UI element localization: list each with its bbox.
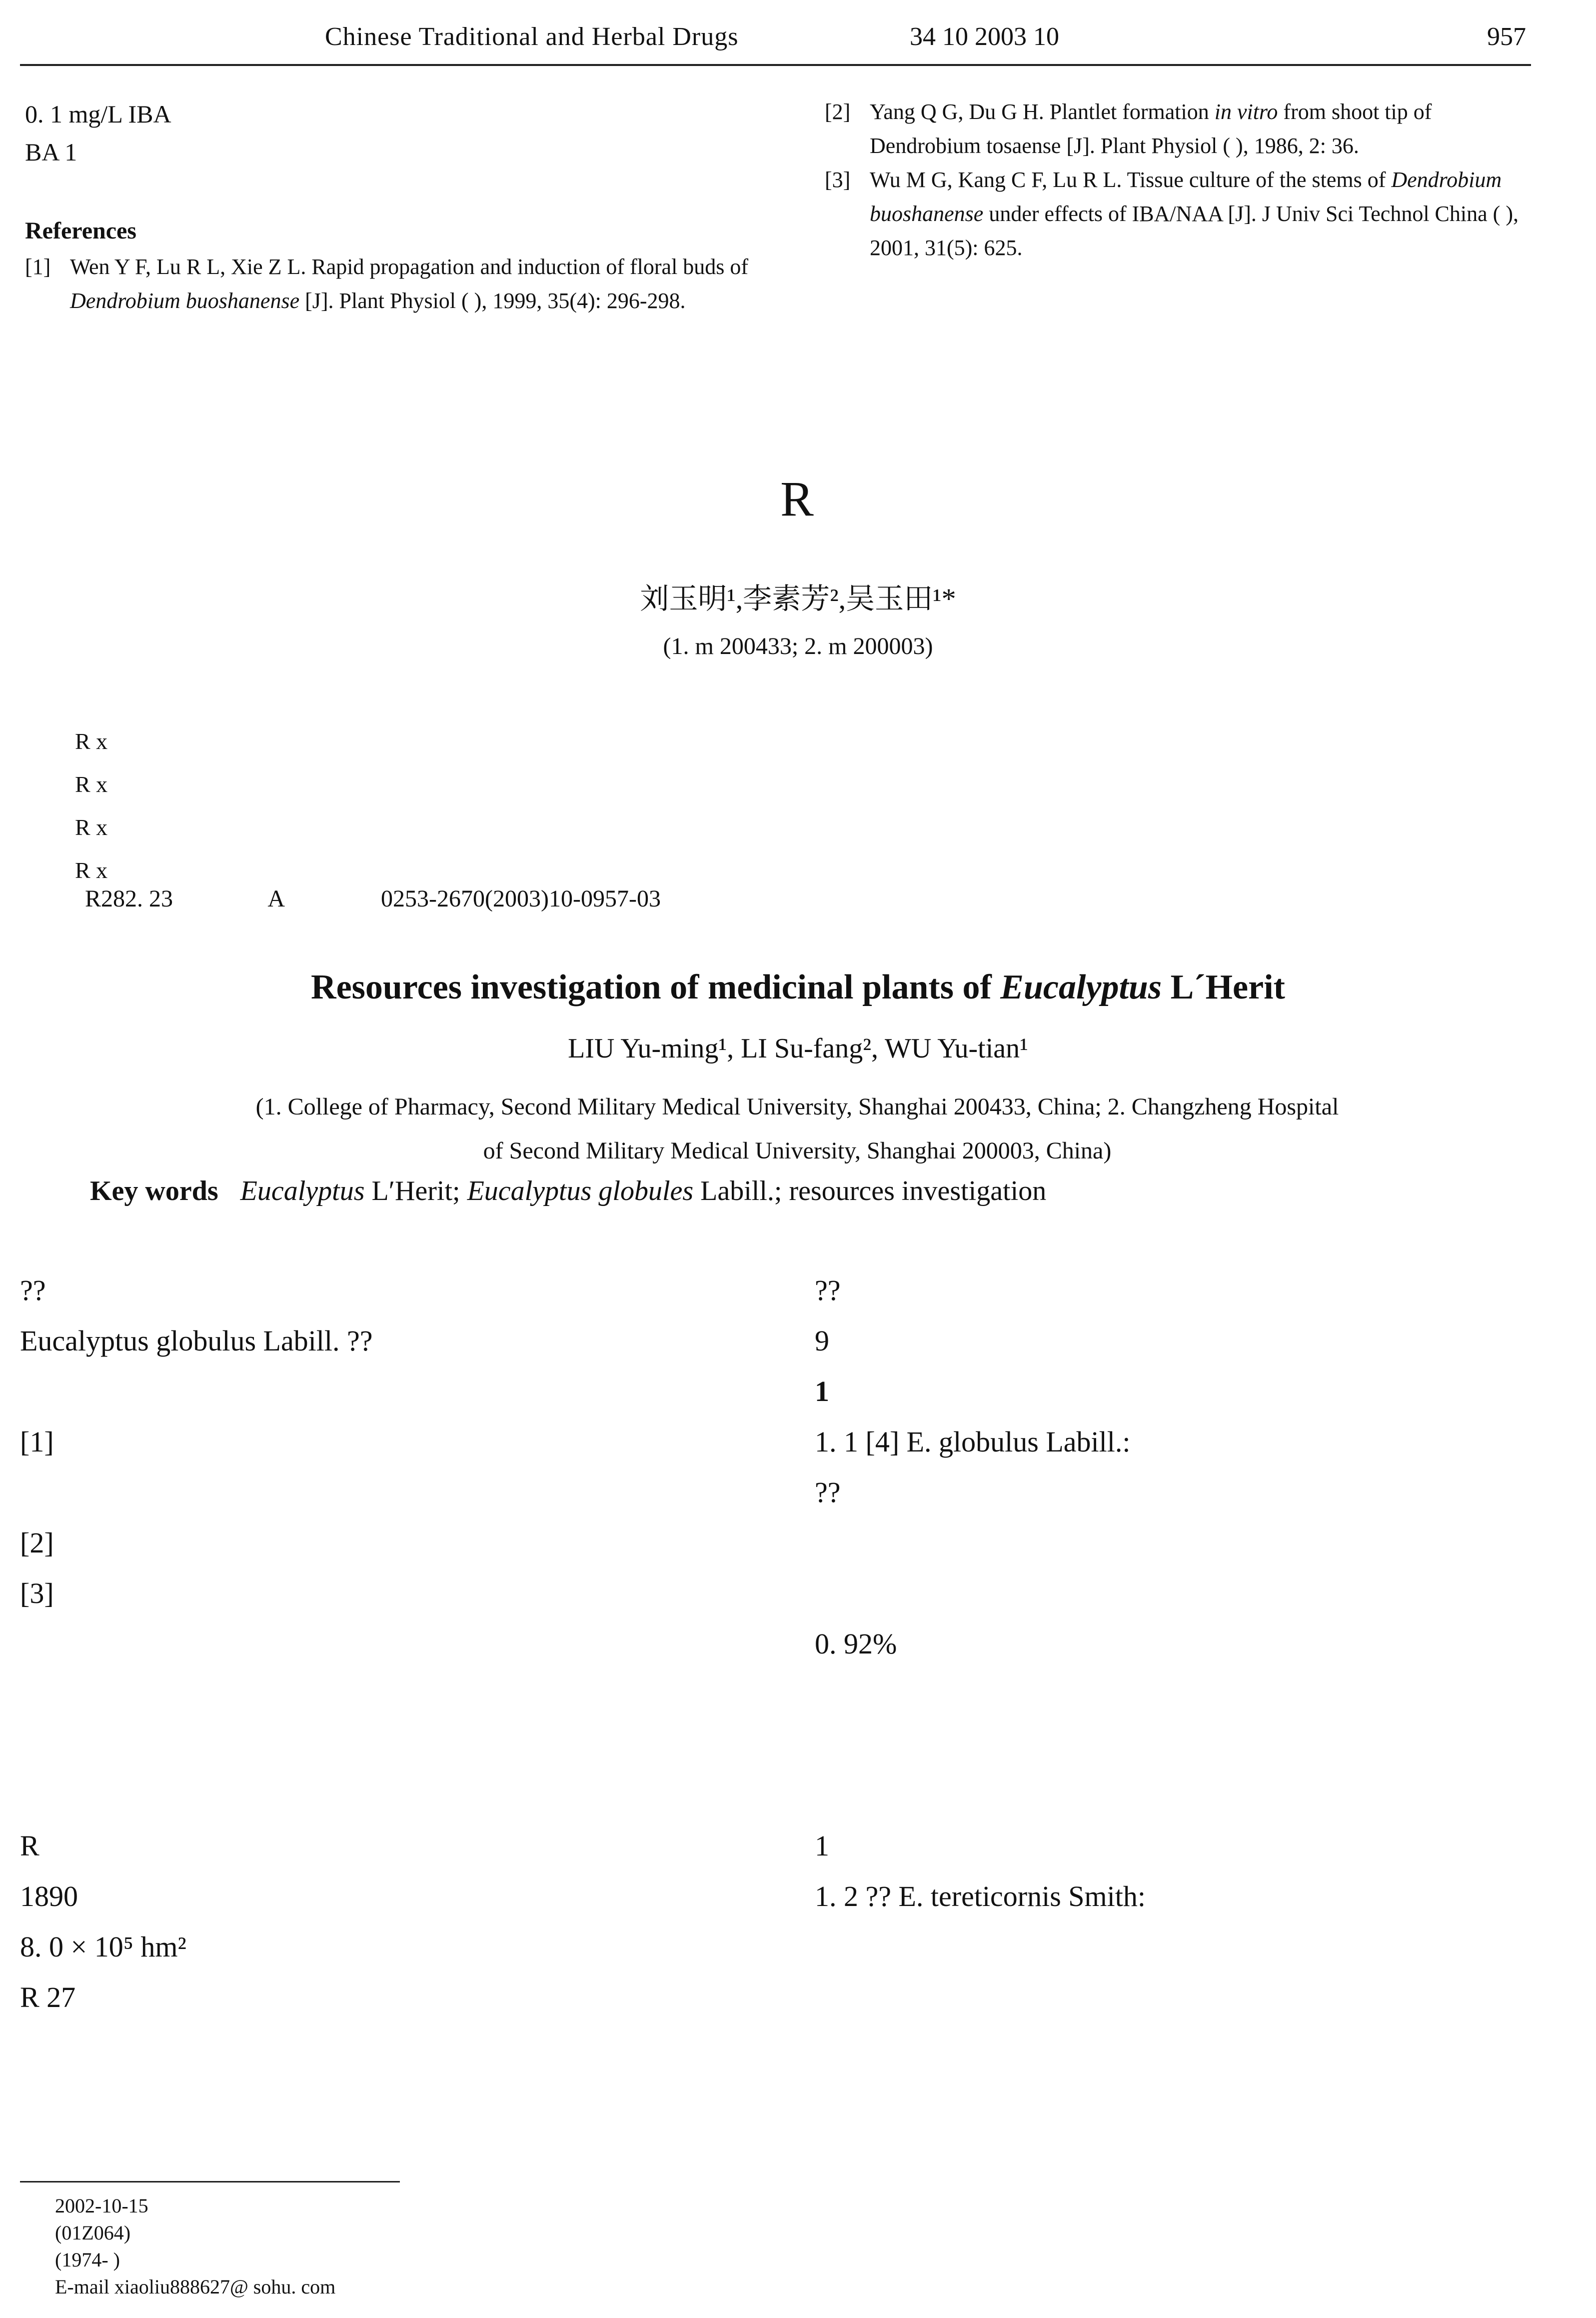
reference-species: Dendrobium buoshanense	[70, 288, 300, 313]
references-heading: References	[25, 218, 136, 244]
en-title-authority: L´Herit	[1170, 968, 1285, 1006]
reference-number: [1]	[25, 254, 51, 279]
abstract-line: R x	[75, 814, 108, 840]
body-line: 9	[815, 1324, 829, 1357]
keyword: L′Herit;	[371, 1176, 460, 1206]
keyword: Eucalyptus globules	[467, 1176, 694, 1206]
reference-source: from shoot tip of Dendrobium tosaense [J]. Plant Physiol ( ), 1986, 2: 36.	[870, 100, 1432, 158]
abstract-line: R x	[75, 728, 108, 754]
body-line	[815, 1770, 1535, 1820]
body-line: [2]	[20, 1526, 54, 1559]
subsection-heading: 1. 1 [4] E. globulus Labill.:	[815, 1426, 1131, 1458]
body-line: [1]	[20, 1426, 54, 1458]
body-line: ??	[20, 1274, 46, 1306]
en-title-text: Resources investigation of medicinal plants of	[311, 968, 992, 1006]
tail-line-3	[25, 171, 755, 209]
body-line: R	[20, 1830, 39, 1862]
keyword: Labill.; resources investigation	[700, 1176, 1047, 1206]
body-line	[815, 1922, 1535, 1972]
footnote-rule	[20, 2181, 400, 2182]
body-line	[20, 1618, 750, 1669]
reference-item	[825, 95, 1540, 163]
body-line: [3]	[20, 1577, 54, 1610]
cn-abstract	[75, 720, 1515, 892]
en-keywords	[90, 1175, 1046, 1207]
abstract-line: R x	[75, 772, 108, 797]
cn-authors: 刘玉明¹,李素芳²,吴玉田¹*	[640, 582, 956, 615]
tail-line-1: 0. 1 mg/L IBA	[25, 100, 171, 128]
en-affiliation	[85, 1085, 1510, 1173]
body-line	[20, 1770, 750, 1820]
tail-line-2: BA 1	[25, 138, 77, 166]
body-column-right	[815, 1265, 1535, 2073]
body-line	[815, 1972, 1535, 2022]
reference-number: [2]	[825, 100, 851, 124]
body-line	[815, 1518, 1535, 1568]
reference-species: Dendrobium buoshanense	[870, 168, 1502, 226]
reference-source: under effects of IBA/NAA [J]. J Univ Sci Technol China ( ), 2001, 31(5): 625.	[870, 202, 1519, 260]
en-title-genus: Eucalyptus	[1000, 968, 1162, 1006]
reference-authors: Wu M G, Kang C F, Lu R L. Tissue culture of the stems of	[870, 168, 1386, 192]
body-line: 1890	[20, 1880, 78, 1912]
body-line: ??	[815, 1476, 841, 1508]
reference-text	[870, 163, 1540, 265]
body-line	[815, 1568, 1535, 1618]
page-number: 957	[1487, 22, 1526, 51]
body-line: 8. 0 × 10⁵ hm²	[20, 1930, 186, 1963]
body-line	[815, 1720, 1535, 1770]
article-number: 0253-2670(2003)10-0957-03	[381, 886, 661, 912]
reference-source: [J]. Plant Physiol ( ), 1999, 35(4): 296-298.	[305, 288, 686, 313]
reference-authors: Wen Y F, Lu R L, Xie Z L. Rapid propagation and induction of floral buds of	[70, 254, 749, 279]
cn-affiliation: (1. m 200433; 2. m 200003)	[663, 633, 933, 660]
received-date: 2002-10-15	[55, 2194, 148, 2217]
clc-number: R282. 23	[85, 886, 173, 912]
en-affiliation-line: of Second Military Medical University, Shanghai 200003, China)	[483, 1138, 1112, 1164]
en-article-title	[0, 968, 1596, 1008]
reference-authors: Yang Q G, Du G H. Plantlet formation	[870, 100, 1209, 124]
reference-item	[825, 163, 1540, 265]
reference-text	[870, 95, 1540, 163]
reference-text	[70, 250, 755, 318]
en-affiliation-line: (1. College of Pharmacy, Second Military Medical University, Shanghai 200433, China; 2. Changzheng Hospital	[255, 1094, 1339, 1120]
body-column-left	[20, 1265, 750, 2073]
body-line	[20, 1720, 750, 1770]
keywords-label: Key words	[90, 1176, 218, 1206]
author-bio: (1974- )	[55, 2248, 120, 2271]
cn-article-title: R	[780, 471, 816, 526]
author-email: E-mail xiaoliu888627@ sohu. com	[55, 2276, 336, 2298]
body-line	[20, 1366, 750, 1416]
body-line: 0. 92%	[815, 1628, 897, 1660]
reference-number: [3]	[825, 168, 851, 192]
fund-info: (01Z064)	[55, 2222, 131, 2244]
reference-term: in vitro	[1214, 100, 1278, 124]
journal-name: Chinese Traditional and Herbal Drugs	[325, 22, 739, 51]
body-line	[20, 2022, 750, 2073]
keyword: Eucalyptus	[240, 1176, 365, 1206]
body-line: Eucalyptus globulus Labill. ??	[20, 1324, 373, 1357]
en-authors: LIU Yu-ming¹, LI Su-fang², WU Yu-tian¹	[568, 1033, 1028, 1064]
running-header	[20, 19, 1531, 66]
body-line	[20, 1669, 750, 1720]
body-line: ??	[815, 1274, 841, 1306]
classification-numbers	[85, 885, 751, 912]
body-line	[20, 1467, 750, 1518]
document-code: A	[267, 886, 285, 912]
body-line	[815, 2022, 1535, 2073]
abstract-line: R x	[75, 858, 108, 883]
body-line: R 27	[20, 1981, 76, 2014]
reference-item	[25, 250, 755, 318]
previous-article-tail	[25, 95, 755, 318]
issue-info: 34 10 2003 10	[910, 22, 1059, 51]
section-heading: 1	[815, 1375, 829, 1408]
body-line	[815, 1669, 1535, 1720]
subsection-heading: 1. 2 ?? E. tereticornis Smith:	[815, 1880, 1146, 1912]
body-line: 1	[815, 1830, 829, 1862]
footnote	[55, 2192, 1305, 2300]
references-continued	[825, 95, 1540, 265]
